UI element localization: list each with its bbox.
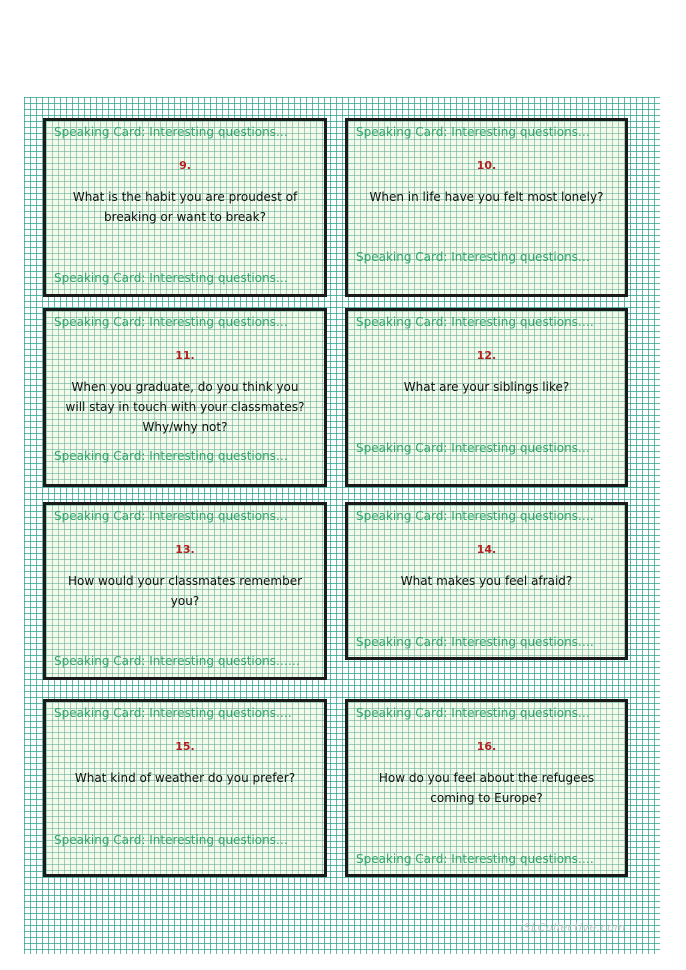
card-header: Speaking Card: Interesting questions…. [356, 315, 594, 329]
card-footer: Speaking Card: Interesting questions…… [54, 654, 300, 668]
watermark: iSLCollective.com [520, 921, 626, 934]
card-footer: Speaking Card: Interesting questions… [54, 271, 288, 285]
card-question: What is the habit you are proudest of breaking or want to break? [72, 190, 298, 224]
card-header: Speaking Card: Interesting questions… [54, 315, 288, 329]
card-number: 12. [476, 349, 497, 362]
speaking-card-11 [43, 308, 327, 487]
card-number: 15. [175, 740, 195, 753]
card-header: Speaking Card: Interesting questions… [54, 125, 288, 139]
card-question: When in life have you felt most lonely? [369, 190, 604, 204]
card-question: How do you feel about the refugees coming to Europe? [378, 771, 595, 805]
speaking-card-12 [345, 308, 628, 487]
speaking-card-16 [345, 699, 628, 877]
card-footer: Speaking Card: Interesting questions… [54, 449, 288, 463]
card-question: What kind of weather do you prefer? [74, 771, 296, 785]
speaking-card-13 [43, 502, 327, 680]
speaking-card-14 [345, 502, 628, 660]
speaking-card-9 [43, 118, 327, 297]
card-question: What makes you feel afraid? [400, 574, 573, 588]
speaking-card-15 [43, 699, 327, 877]
card-number: 10. [476, 159, 497, 172]
card-question: What are your siblings like? [403, 380, 570, 394]
card-footer: Speaking Card: Interesting questions… [356, 250, 590, 264]
card-footer: Speaking Card: Interesting questions…. [356, 852, 594, 866]
speaking-card-10 [345, 118, 628, 297]
card-header: Speaking Card: Interesting questions… [356, 706, 590, 720]
card-question: How would your classmates remember you? [67, 574, 303, 608]
card-header: Speaking Card: Interesting questions… [54, 509, 288, 523]
card-header: Speaking Card: Interesting questions… [356, 125, 590, 139]
card-header: Speaking Card: Interesting questions…. [54, 706, 292, 720]
card-number: 16. [476, 740, 497, 753]
card-number: 14. [476, 543, 497, 556]
card-number: 9. [179, 159, 191, 172]
card-footer: Speaking Card: Interesting questions… [54, 833, 288, 847]
card-number: 11. [175, 349, 195, 362]
card-header: Speaking Card: Interesting questions…. [356, 509, 594, 523]
card-footer: Speaking Card: Interesting questions…. [356, 635, 594, 649]
card-footer: Speaking Card: Interesting questions… [356, 441, 590, 455]
card-number: 13. [175, 543, 195, 556]
card-question: When you graduate, do you think you will stay in touch with your classmates? Why/why not? [65, 380, 305, 434]
